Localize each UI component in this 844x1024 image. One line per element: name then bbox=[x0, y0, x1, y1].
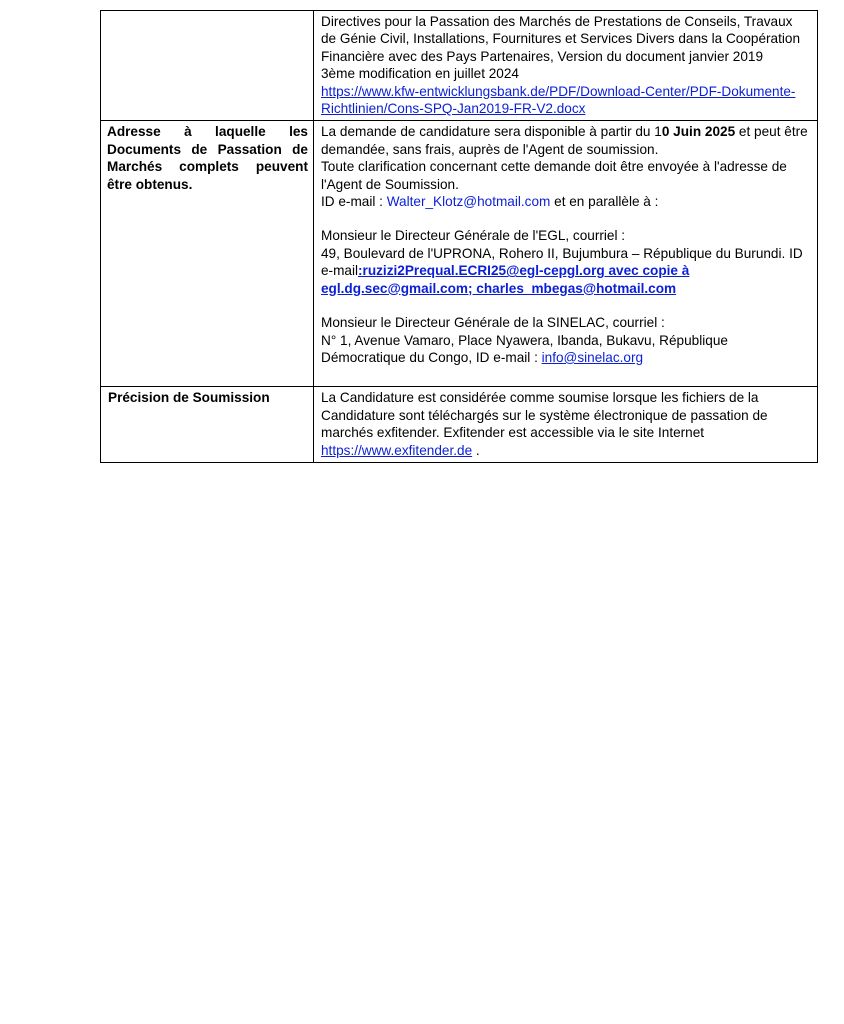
submission-content-cell bbox=[314, 387, 818, 463]
address-content-cell bbox=[314, 121, 818, 387]
availability-text: La demande de candidature sera disponible à partir du 10 Juin 2025 et peut être demandée, sans frais, auprès de l'Agent de soumission. bbox=[321, 124, 808, 157]
submission-label: Précision de Soumission bbox=[101, 387, 314, 463]
procurement-info-table bbox=[100, 10, 818, 463]
egl-email-links[interactable]: :ruzizi2Prequal.ECRI25@egl-cepgl.org avec copie à egl.dg.sec@gmail.com; charles_mbegas@hotmail.com bbox=[321, 263, 690, 296]
guidelines-text: Directives pour la Passation des Marchés de Prestations de Conseils, Travaux de Génie Civil, Installations, Fournitures et Services Divers dans la Coopération Financière avec des Pays Partenaires, Version du document janvier 2019 bbox=[321, 14, 801, 64]
modification-text: 3ème modification en juillet 2024 bbox=[321, 66, 519, 82]
table-row bbox=[101, 387, 818, 463]
row1-label-cell bbox=[101, 11, 314, 121]
sinelac-title: Monsieur le Directeur Générale de la SINELAC, courriel : bbox=[321, 315, 665, 331]
availability-date: 0 Juin 2025 bbox=[661, 124, 736, 140]
sinelac-address: N° 1, Avenue Vamaro, Place Nyawera, Ibanda, Bukavu, République Démocratique du Congo, ID e-mail : info@sinelac.org bbox=[321, 332, 728, 365]
agent-email-link[interactable]: Walter_Klotz@hotmail.com bbox=[386, 194, 551, 210]
clarification-text: Toute clarification concernant cette demande doit être envoyée à l'adresse de l'Agent de Soumission. bbox=[321, 159, 787, 192]
sinelac-email-link[interactable]: info@sinelac.org bbox=[541, 349, 644, 365]
guidelines-link[interactable]: https://www.kfw-entwicklungsbank.de/PDF/Download-Center/PDF-Dokumente-Richtlinien/Cons-SPQ-Jan2019-FR-V2.docx bbox=[321, 83, 796, 117]
exfitender-link[interactable]: https://www.exfitender.de bbox=[321, 442, 473, 458]
submission-text: La Candidature est considérée comme soumise lorsque les fichiers de la Candidature sont téléchargés sur le système électronique de passation de marchés exfitender. Exfitender est accessible via le site Internet https://www.exfitender.de . bbox=[321, 390, 768, 458]
row1-content-cell bbox=[314, 11, 818, 121]
table-row bbox=[101, 11, 818, 121]
address-label: Adresse à laquelle les Documents de Passation de Marchés complets peuvent être obtenus. bbox=[101, 121, 314, 387]
egl-title: Monsieur le Directeur Générale de l'EGL, courriel : bbox=[321, 228, 626, 244]
table-row bbox=[101, 121, 818, 387]
egl-address: 49, Boulevard de l'UPRONA, Rohero II, Bujumbura – République du Burundi. ID e-mail:ruzizi2Prequal.ECRI25@egl-cepgl.org avec copie à egl.dg.sec@gmail.com; charles_mbegas@hotmail.com bbox=[321, 245, 803, 296]
agent-email-line: ID e-mail : Walter_Klotz@hotmail.com et en parallèle à : bbox=[321, 194, 659, 210]
